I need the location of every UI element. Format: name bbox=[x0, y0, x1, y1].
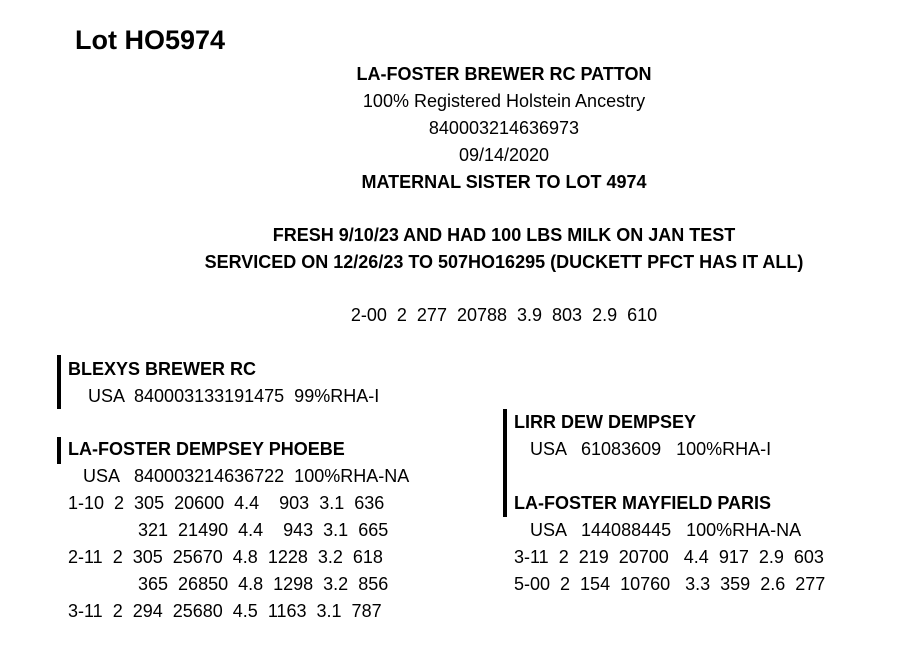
animal-status bbox=[0, 222, 897, 276]
dam-block bbox=[68, 436, 409, 625]
sire-block bbox=[68, 356, 379, 410]
dam-sire-block bbox=[514, 409, 771, 463]
dam-dam-record: 3-11 2 219 20700 4.4 917 2.9 603 bbox=[514, 547, 824, 567]
dam-dam-reg: USA 144088445 100%RHA-NA bbox=[530, 520, 802, 540]
animal-birth-date: 09/14/2020 bbox=[458, 145, 550, 165]
dam-sire-bar bbox=[503, 409, 507, 463]
dam-name: LA-FOSTER DEMPSEY PHOEBE bbox=[68, 439, 345, 459]
dam-dam-name: LA-FOSTER MAYFIELD PARIS bbox=[514, 493, 772, 513]
dam-record: 321 21490 4.4 943 3.1 665 bbox=[68, 520, 389, 540]
lot-title: Lot HO5974 bbox=[75, 25, 226, 55]
animal-id: 840003214636973 bbox=[428, 118, 580, 138]
sire-bar bbox=[57, 355, 61, 409]
animal-record: 2-00 2 277 20788 3.9 803 2.9 610 bbox=[350, 305, 658, 325]
fresh-info: FRESH 9/10/23 AND HAD 100 LBS MILK ON JAN TEST bbox=[272, 225, 736, 245]
animal-record-block bbox=[0, 302, 897, 329]
dam-record: 1-10 2 305 20600 4.4 903 3.1 636 bbox=[68, 493, 385, 513]
animal-name: LA-FOSTER BREWER RC PATTON bbox=[356, 64, 652, 84]
dam-reg: USA 840003214636722 100%RHA-NA bbox=[83, 466, 410, 486]
dam-dam-bar bbox=[503, 463, 507, 517]
service-info: SERVICED ON 12/26/23 TO 507HO16295 (DUCKETT PFCT HAS IT ALL) bbox=[204, 252, 804, 272]
animal-ancestry: 100% Registered Holstein Ancestry bbox=[362, 91, 646, 111]
animal-note: MATERNAL SISTER TO LOT 4974 bbox=[361, 172, 647, 192]
dam-record: 2-11 2 305 25670 4.8 1228 3.2 618 bbox=[68, 547, 383, 567]
sire-reg: USA 840003133191475 99%RHA-I bbox=[88, 386, 380, 406]
dam-sire-reg: USA 61083609 100%RHA-I bbox=[530, 439, 772, 459]
dam-dam-record: 5-00 2 154 10760 3.3 359 2.6 277 bbox=[514, 574, 826, 594]
sire-name: BLEXYS BREWER RC bbox=[68, 359, 257, 379]
dam-bar bbox=[57, 437, 61, 464]
dam-dam-block bbox=[514, 490, 825, 598]
animal-header bbox=[0, 61, 897, 196]
dam-sire-name: LIRR DEW DEMPSEY bbox=[514, 412, 697, 432]
dam-record: 3-11 2 294 25680 4.5 1163 3.1 787 bbox=[68, 601, 382, 621]
dam-record: 365 26850 4.8 1298 3.2 856 bbox=[68, 574, 389, 594]
